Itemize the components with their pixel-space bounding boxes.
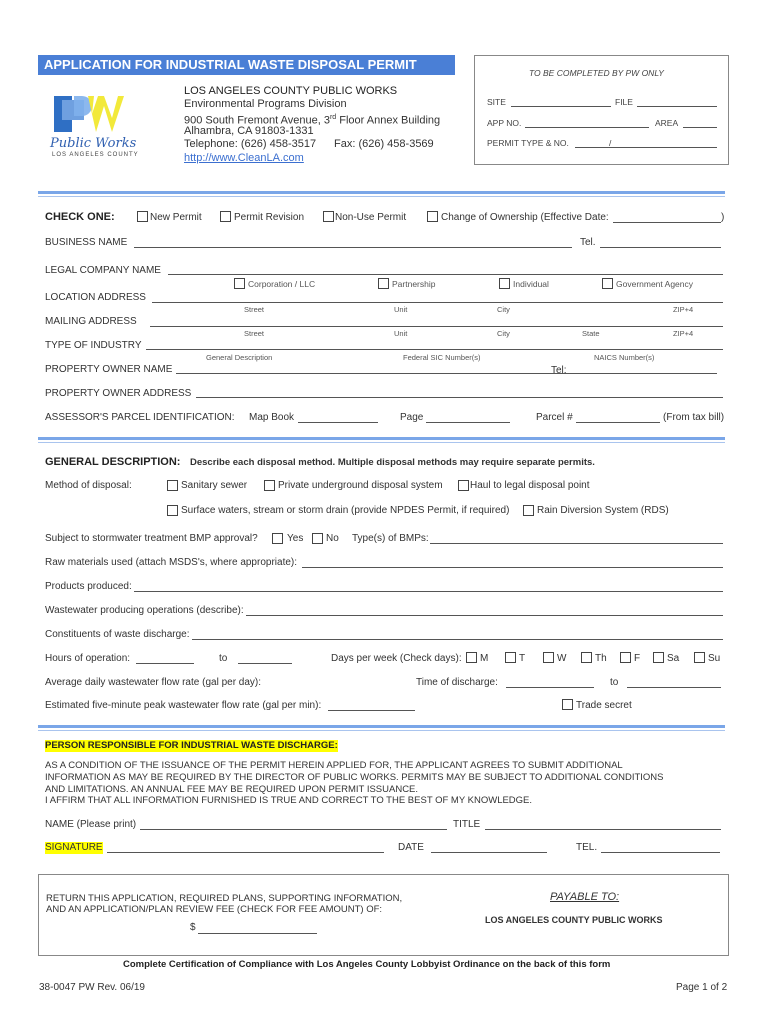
return-text-2: AND AN APPLICATION/PLAN REVIEW FEE (CHECK FOR FEE AMOUNT) OF: (46, 904, 383, 915)
property-owner-name-label: PROPERTY OWNER NAME (45, 364, 173, 375)
parcel-label: Parcel # (536, 412, 573, 423)
separator-mid (38, 437, 725, 440)
page-label: Page (400, 412, 424, 423)
day-m-label: M (480, 653, 489, 664)
separator-top (38, 191, 725, 194)
bmp-question: Subject to stormwater treatment BMP approval? (45, 533, 258, 544)
check-one-label: CHECK ONE: (45, 211, 115, 223)
loc-zip: ZIP+4 (673, 305, 694, 314)
loc-city: City (497, 305, 510, 314)
government-agency-checkbox[interactable] (602, 278, 613, 289)
pw-only-box (474, 55, 729, 165)
logo-text: Public Works (50, 136, 137, 151)
partnership-label: Partnership (392, 279, 436, 289)
surface-waters-checkbox[interactable] (167, 505, 178, 516)
individual-checkbox[interactable] (499, 278, 510, 289)
time-discharge-to-label: to (610, 677, 619, 688)
area-field[interactable] (683, 127, 717, 128)
division: Environmental Programs Division (184, 98, 347, 110)
day-t-label: T (519, 653, 526, 664)
new-permit-label: New Permit (150, 212, 202, 223)
permit-revision-label: Permit Revision (234, 212, 305, 223)
pw-box-title: TO BE COMPLETED BY PW ONLY (529, 68, 664, 78)
public-works-logo (48, 92, 140, 160)
form-number: 38-0047 PW Rev. 06/19 (39, 982, 145, 993)
org-name: LOS ANGELES COUNTY PUBLIC WORKS (184, 85, 398, 97)
responsible-para-1: AS A CONDITION OF THE ISSUANCE OF THE PERMIT HEREIN APPLIED FOR, THE APPLICANT AGREES TO SUBMIT ADDITIONAL (45, 760, 623, 771)
assessor-label: ASSESSOR'S PARCEL IDENTIFICATION: (45, 412, 235, 423)
day-t-checkbox[interactable] (505, 652, 516, 663)
effective-date-field[interactable] (613, 222, 721, 223)
map-book-label: Map Book (249, 412, 295, 423)
general-description-heading: GENERAL DESCRIPTION: (45, 456, 181, 468)
non-use-permit-label: Non-Use Permit (335, 212, 407, 223)
sanitary-sewer-checkbox[interactable] (167, 480, 178, 491)
page-number: Page 1 of 2 (676, 982, 728, 993)
day-m-checkbox[interactable] (466, 652, 477, 663)
separator-top-thin (38, 196, 725, 197)
rds-label: Rain Diversion System (RDS) (537, 505, 669, 516)
day-w-label: W (557, 653, 567, 664)
property-owner-address-field[interactable] (196, 397, 723, 398)
day-sa-label: Sa (667, 653, 680, 664)
constituents-label: Constituents of waste discharge: (45, 629, 190, 640)
website-link[interactable]: http://www.CleanLA.com (184, 152, 304, 164)
responsible-heading: PERSON RESPONSIBLE FOR INDUSTRIAL WASTE DISCHARGE: (45, 740, 338, 751)
wastewater-ops-label: Wastewater producing operations (describe): (45, 605, 244, 616)
days-per-week-label: Days per week (Check days): (331, 653, 462, 664)
permit-revision-checkbox[interactable] (220, 211, 231, 222)
mail-zip: ZIP+4 (673, 329, 694, 338)
ind-naics: NAICS Number(s) (594, 353, 655, 362)
tel-field[interactable] (601, 852, 720, 853)
government-agency-label: Government Agency (616, 279, 694, 289)
ind-general: General Description (206, 353, 273, 362)
return-fee-box (38, 874, 729, 956)
peak-flow-label: Estimated five-minute peak wastewater flow rate (gal per min): (45, 700, 322, 711)
peak-flow-field[interactable] (328, 710, 415, 711)
separator-lower-thin (38, 730, 725, 731)
time-discharge-to-field[interactable] (627, 687, 721, 688)
business-name-field[interactable] (134, 247, 572, 248)
fee-amount-field[interactable] (198, 933, 317, 934)
change-ownership-label: Change of Ownership (Effective Date: (441, 212, 609, 223)
bmp-yes-checkbox[interactable] (272, 533, 283, 544)
hours-label: Hours of operation: (45, 653, 131, 664)
type-of-industry-label: TYPE OF INDUSTRY (45, 340, 142, 351)
signature-label: SIGNATURE (45, 842, 103, 853)
tel-label: TEL. (576, 842, 598, 853)
mail-street: Street (244, 329, 265, 338)
new-permit-checkbox[interactable] (137, 211, 148, 222)
area-label: AREA (655, 118, 679, 128)
day-th-checkbox[interactable] (581, 652, 592, 663)
title-label: TITLE (453, 819, 481, 830)
sanitary-sewer-label: Sanitary sewer (181, 480, 248, 491)
permit-type-label: PERMIT TYPE & NO. (487, 138, 569, 148)
time-discharge-from-field[interactable] (506, 687, 594, 688)
date-label: DATE (398, 842, 424, 853)
type-of-industry-field[interactable] (146, 349, 723, 350)
file-label: FILE (615, 97, 633, 107)
date-field[interactable] (431, 852, 547, 853)
separator-mid-thin (38, 442, 725, 443)
ind-sic: Federal SIC Number(s) (403, 353, 481, 362)
permit-type-field[interactable] (575, 147, 717, 148)
bmp-types-label: Type(s) of BMPs: (352, 533, 429, 544)
bmp-types-field[interactable] (430, 543, 723, 544)
parcel-field[interactable] (576, 422, 660, 423)
payable-to-label: PAYABLE TO: (550, 891, 620, 903)
constituents-field[interactable] (192, 639, 723, 640)
loc-unit: Unit (394, 305, 408, 314)
surface-waters-label: Surface waters, stream or storm drain (provide NPDES Permit, if required) (181, 505, 510, 516)
telephone: Telephone: (626) 458-3517 (184, 138, 317, 150)
legal-company-label: LEGAL COMPANY NAME (45, 265, 161, 276)
page-field[interactable] (426, 422, 510, 423)
map-book-field[interactable] (298, 422, 378, 423)
individual-label: Individual (513, 279, 549, 289)
close-paren: ) (721, 212, 725, 223)
avg-flow-label: Average daily wastewater flow rate (gal per day): (45, 677, 262, 688)
products-field[interactable] (134, 591, 723, 592)
day-sa-checkbox[interactable] (653, 652, 664, 663)
change-ownership-checkbox[interactable] (427, 211, 438, 222)
trade-secret-label: Trade secret (576, 700, 632, 711)
owner-tel-label: Tel: (551, 365, 567, 376)
mail-state: State (582, 329, 600, 338)
non-use-permit-checkbox[interactable] (323, 211, 334, 222)
mailing-address-field[interactable] (150, 326, 723, 327)
time-discharge-label: Time of discharge: (416, 677, 498, 688)
haul-label: Haul to legal disposal point (470, 480, 590, 491)
day-su-label: Su (708, 653, 721, 664)
day-th-label: Th (595, 653, 607, 664)
logo-subtext: LOS ANGELES COUNTY (52, 152, 139, 158)
corporation-checkbox[interactable] (234, 278, 245, 289)
legal-company-field[interactable] (168, 274, 723, 275)
day-f-checkbox[interactable] (620, 652, 631, 663)
day-su-checkbox[interactable] (694, 652, 705, 663)
responsible-para-4: I AFFIRM THAT ALL INFORMATION FURNISHED IS TRUE AND CORRECT TO THE BEST OF MY KNOWLEDGE. (45, 795, 533, 806)
app-no-label: APP NO. (487, 118, 522, 128)
private-underground-checkbox[interactable] (264, 480, 275, 491)
bmp-no-label: No (326, 533, 339, 544)
raw-materials-label: Raw materials used (attach MSDS's, where appropriate): (45, 557, 298, 568)
mail-unit: Unit (394, 329, 408, 338)
file-field[interactable] (637, 106, 717, 107)
property-owner-address-label: PROPERTY OWNER ADDRESS (45, 388, 192, 399)
bmp-yes-label: Yes (287, 533, 304, 544)
signature-field[interactable] (107, 852, 384, 853)
name-print-field[interactable] (140, 829, 447, 830)
business-tel-field[interactable] (600, 247, 721, 248)
certification-note: Complete Certification of Compliance with Los Angeles County Lobbyist Ordinance on the back of this form (123, 959, 611, 970)
hours-to-label: to (219, 653, 228, 664)
wastewater-ops-field[interactable] (246, 615, 723, 616)
mailing-address-label: MAILING ADDRESS (45, 316, 137, 327)
hours-to-field[interactable] (238, 663, 292, 664)
location-address-label: LOCATION ADDRESS (45, 292, 146, 303)
responsible-para-3: AND LIMITATIONS. AN ANNUAL FEE MAY BE REQUIRED UPON PERMIT ISSUANCE. (45, 784, 419, 795)
responsible-para-2: INFORMATION AS MAY BE REQUIRED BY THE DIRECTOR OF PUBLIC WORKS. PERMITS MAY BE SUBJECT TO ADDITIONAL CONDITIONS (45, 772, 664, 783)
haul-checkbox[interactable] (458, 480, 469, 491)
address-line-2: Alhambra, CA 91803-1331 (184, 125, 314, 137)
corporation-label: Corporation / LLC (248, 279, 316, 289)
general-instructions: Describe each disposal method. Multiple disposal methods may require separate permits. (190, 457, 595, 468)
permit-slash: / (609, 138, 612, 148)
from-tax-bill: (From tax bill) (663, 412, 725, 423)
app-no-field[interactable] (525, 127, 649, 128)
site-label: SITE (487, 97, 506, 107)
products-label: Products produced: (45, 581, 132, 592)
loc-street: Street (244, 305, 265, 314)
business-tel-label: Tel. (580, 237, 596, 248)
name-print-label: NAME (Please print) (45, 819, 137, 830)
day-w-checkbox[interactable] (543, 652, 554, 663)
address-line-1: 900 South Fremont Avenue, 3rd Floor Annex Building (184, 114, 441, 127)
raw-materials-field[interactable] (302, 567, 723, 568)
separator-lower (38, 725, 725, 728)
partnership-checkbox[interactable] (378, 278, 389, 289)
mail-city: City (497, 329, 510, 338)
rds-checkbox[interactable] (523, 505, 534, 516)
site-field[interactable] (511, 106, 611, 107)
method-of-disposal-label: Method of disposal: (45, 480, 132, 491)
trade-secret-checkbox[interactable] (562, 699, 573, 710)
property-owner-name-field[interactable] (176, 373, 717, 374)
fax: Fax: (626) 458-3569 (334, 138, 434, 150)
location-address-field[interactable] (152, 302, 723, 303)
payee-name: LOS ANGELES COUNTY PUBLIC WORKS (485, 915, 663, 925)
title-field[interactable] (485, 829, 721, 830)
fee-dollar-sign: $ (190, 922, 196, 933)
hours-from-field[interactable] (136, 663, 194, 664)
private-underground-label: Private underground disposal system (278, 480, 443, 491)
form-title: APPLICATION FOR INDUSTRIAL WASTE DISPOSAL PERMIT (38, 55, 455, 75)
day-f-label: F (634, 653, 641, 664)
bmp-no-checkbox[interactable] (312, 533, 323, 544)
return-text-1: RETURN THIS APPLICATION, REQUIRED PLANS, SUPPORTING INFORMATION, (46, 893, 403, 904)
business-name-label: BUSINESS NAME (45, 237, 128, 248)
